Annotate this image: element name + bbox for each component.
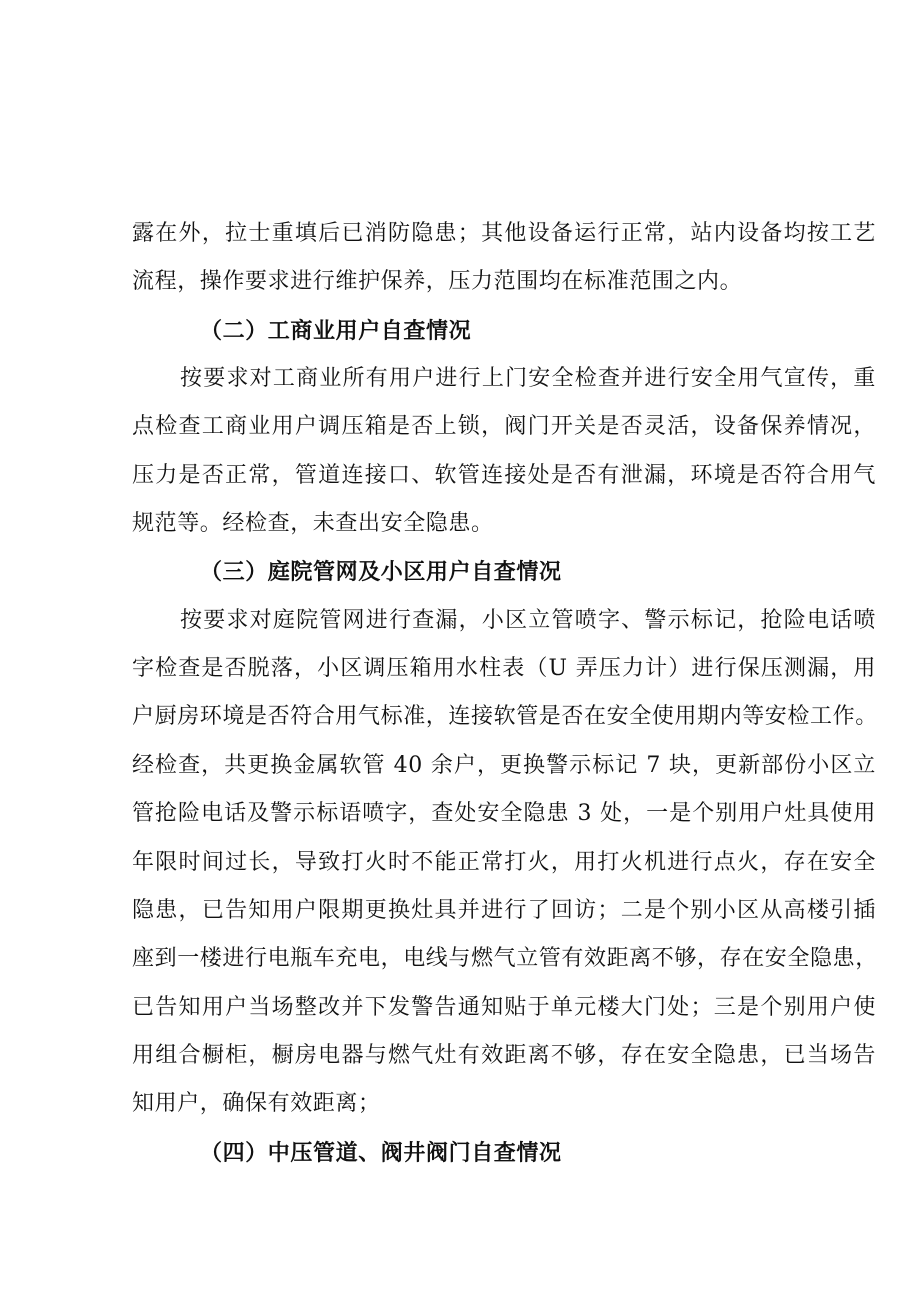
paragraph-line: 用组合橱柜，橱房电器与燃气灶有效距离不够，存在安全隐患，已当场告 xyxy=(132,1043,876,1068)
paragraph-line: 年限时间过长，导致打火时不能正常打火，用打火机进行点火，存在安全 xyxy=(132,850,876,875)
paragraph-line: 露在外，拉士重填后已消防隐患；其他设备运行正常，站内设备均按工艺 xyxy=(132,221,876,246)
section-heading-2: （二）工商业用户自查情况 xyxy=(200,318,472,344)
paragraph-line: 字检查是否脱落，小区调压箱用水柱表（U 弄压力计）进行保压测漏，用 xyxy=(132,656,876,681)
paragraph-line: 经检查，共更换金属软管 40 余户，更换警示标记 7 块，更新部份小区立 xyxy=(132,753,876,778)
section-heading-3: （三）庭院管网及小区用户自查情况 xyxy=(200,559,562,585)
paragraph-line: 压力是否正常，管道连接口、软管连接处是否有泄漏，环境是否符合用气 xyxy=(132,463,876,488)
paragraph-line: 点检查工商业用户调压箱是否上锁，阀门开关是否灵活，设备保养情况， xyxy=(132,414,876,439)
paragraph-line: 管抢险电话及警示标语喷字，查处安全隐患 3 处，一是个别用户灶具使用 xyxy=(132,801,876,826)
paragraph-line: 流程，操作要求进行维护保养，压力范围均在标准范围之内。 xyxy=(132,269,743,294)
paragraph-line: 规范等。经检查，未查出安全隐患。 xyxy=(132,511,494,536)
paragraph-line: 按要求对庭院管网进行查漏，小区立管喷字、警示标记，抢险电话喷 xyxy=(180,608,876,633)
paragraph-line: 座到一楼进行电瓶车充电，电线与燃气立管有效距离不够，存在安全隐患， xyxy=(132,946,878,971)
paragraph-line: 户厨房环境是否符合用气标准，连接软管是否在安全使用期内等安检工作。 xyxy=(132,704,878,729)
paragraph-line: 按要求对工商业所有用户进行上门安全检查并进行安全用气宣传，重 xyxy=(180,366,876,391)
paragraph-line: 隐患，已告知用户限期更换灶具并进行了回访；二是个别小区从高楼引插 xyxy=(132,898,876,923)
paragraph-line: 已告知用户当场整改并下发警告通知贴于单元楼大门处；三是个别用户使 xyxy=(132,995,876,1020)
paragraph-line: 知用户，确保有效距离； xyxy=(132,1091,381,1116)
section-heading-4: （四）中压管道、阀井阀门自查情况 xyxy=(200,1140,562,1166)
